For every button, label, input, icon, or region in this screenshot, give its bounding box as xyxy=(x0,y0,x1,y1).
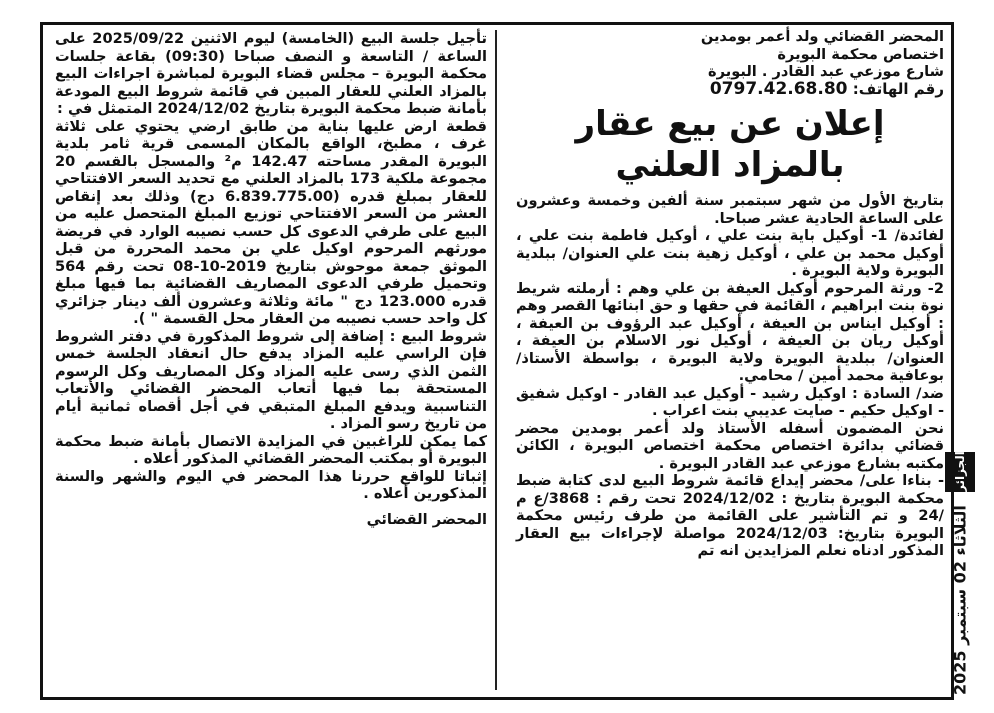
left-paragraph-contact: كما يمكن للراغبين في المزايدة الاتصال بأمانة ضبط محكمة البويرة أو بمكتب المحضر القضائي المذكور أعلاه . xyxy=(55,432,487,467)
right-paragraph-beneficiaries: لفائدة/ 1- أوكيل باية بنت علي ، أوكيل فاطمة بنت علي ، أوكيل محمد بن علي ، أوكيل زهية بنت علي العنوان/ ببلدية البويرة ولاية البويرة . xyxy=(516,227,944,279)
right-paragraph-deposit: - بناءا على/ محضر إيداع قائمة شروط البيع لدى كتابة ضبط محكمة البويرة بتاريخ : 2024/12/02 تحت رقم : 3868/ع م /24 و تم التأشير على القائمة من طرف رئيس محكمة البويرة بتاريخ: 2024/12/03 مواصلة لإجراءات بيع العقار المذكور ادناه نعلم المزايدين انه تم xyxy=(516,472,945,559)
column-divider xyxy=(495,30,497,690)
left-paragraph-certification: إثباتا للواقع حررنا هذا المحضر في اليوم والشهر والسنة المذكورين أعلاه . xyxy=(55,467,487,502)
announcement-title: إعلان عن بيع عقار بالمزاد العلني xyxy=(575,104,885,185)
right-column xyxy=(516,28,944,560)
newspaper-sidebar xyxy=(945,452,975,710)
phone-label: رقم الهاتف: xyxy=(852,79,944,98)
left-column xyxy=(55,30,487,528)
right-paragraph-date: بتاريخ الأول من شهر سبتمبر سنة ألفين وخمسة وعشرون على الساعة الحادية عشر صباحا. xyxy=(516,192,944,227)
phone-number: 0797.42.68.80 xyxy=(709,78,848,99)
left-paragraph-postponement: تأجيل جلسة البيع (الخامسة) ليوم الاثنين 2025/09/22 على الساعة / التاسعة و النصف صباحا (09:30) بقاعة جلسات محكمة البويرة – مجلس قضاء البويرة لمباشرة اجراءات البيع بالمزاد العلني للعقار المبين في قائمة شروط البيع المودعة بأمانة ضبط محكمة البويرة بتاريخ 2024/12/02 المتمثل في : xyxy=(55,30,487,117)
court-jurisdiction: اختصاص محكمة البويرة xyxy=(777,45,944,63)
bailiff-name: المحضر القضائي ولد أعمر بومدين xyxy=(700,28,944,45)
newspaper-logo: الجزائر xyxy=(945,452,975,492)
phone-line xyxy=(516,78,944,99)
right-paragraph-bailiff: نحن المضمون أسفله الأستاذ ولد أعمر بومدين محضر قضائي بدائرة اختصاص محكمة اختصاص البويرة ، الكائن مكتبه بشارع موزعي عبد القادر البويرة . xyxy=(516,419,944,472)
right-paragraph-against: ضد/ السادة : اوكيل رشيد - أوكيل عبد القادر - اوكيل شفيق - اوكيل حكيم - صايت عديبي بنت اعراب . xyxy=(516,384,944,419)
left-paragraph-property: قطعة ارض عليها بناية من طابق ارضي يحتوي على ثلاثة غرف ، مطبخ، الواقع بالمكان المسمى قرية ثامر بلدية البويرة المقدر مساحته 142.47 م² والمسجل بالقسم 20 مجموعة ملكية 173 بالمزاد العلني مع تحديد السعر الافتتاحي للعقار بمبلغ قدره (6.839.775.00 دج) وذلك بعد إنقاص العشر من السعر الافتتاحي توزيع المبلغ المتحصل عليه من البيع على طرفي الدعوى كل حسب نصيبه الوارد في فريضة مورثهم المرحوم اوكيل علي بن محمد المحررة من قبل الموثق جمعة موحوش بتاريخ 2019-10-08 تحت رقم 564 وتحميل طرفي الدعوى المصاريف القضائية بما فيها مبلغ قدره 123.000 دج " مائة وثلاثة وعشرون ألف دينار جزائري كل واحد حسب نصيبه من العقار محل القسمة " ). xyxy=(55,117,487,327)
publication-date: الثلاثاء 02 سبتمبر 2025 xyxy=(950,505,970,695)
left-paragraph-conditions: شروط البيع : إضافة إلى شروط المذكورة في دفتر الشروط فإن الراسي عليه المزاد يدفع حال انعقاد الجلسة خمس الثمن الذي رسى عليه المزاد وكل المصاريف وكل الرسوم المستحقة بما فيها أتعاب المحضر القضائي والأتعاب التناسبية ويدفع المبلغ المتبقي في أجل أقصاه ثمانية أيام من تاريخ رسو المزاد . xyxy=(55,327,487,432)
office-address: شارع موزعي عبد القادر . البويرة xyxy=(708,63,944,80)
signature: المحضر القضائي xyxy=(366,510,487,528)
right-paragraph-heirs: 2- ورثة المرحوم أوكيل العيفة بن علي وهم : أرملته شريط نوة بنت ابراهيم ، القائمة في حقها و حق ابنائها القصر وهم : أوكيل ايناس بن العيفة ، أوكيل عبد الرؤوف بن العيفة ، أوكيل ريان بن العيفة ، أوكيل نور الاسلام بن العيفة ، العنوان/ ببلدية البويرة ولاية البويرة ، بواسطة الأستاذ/ بوعافية محمد أمين / محامي. xyxy=(516,279,944,384)
